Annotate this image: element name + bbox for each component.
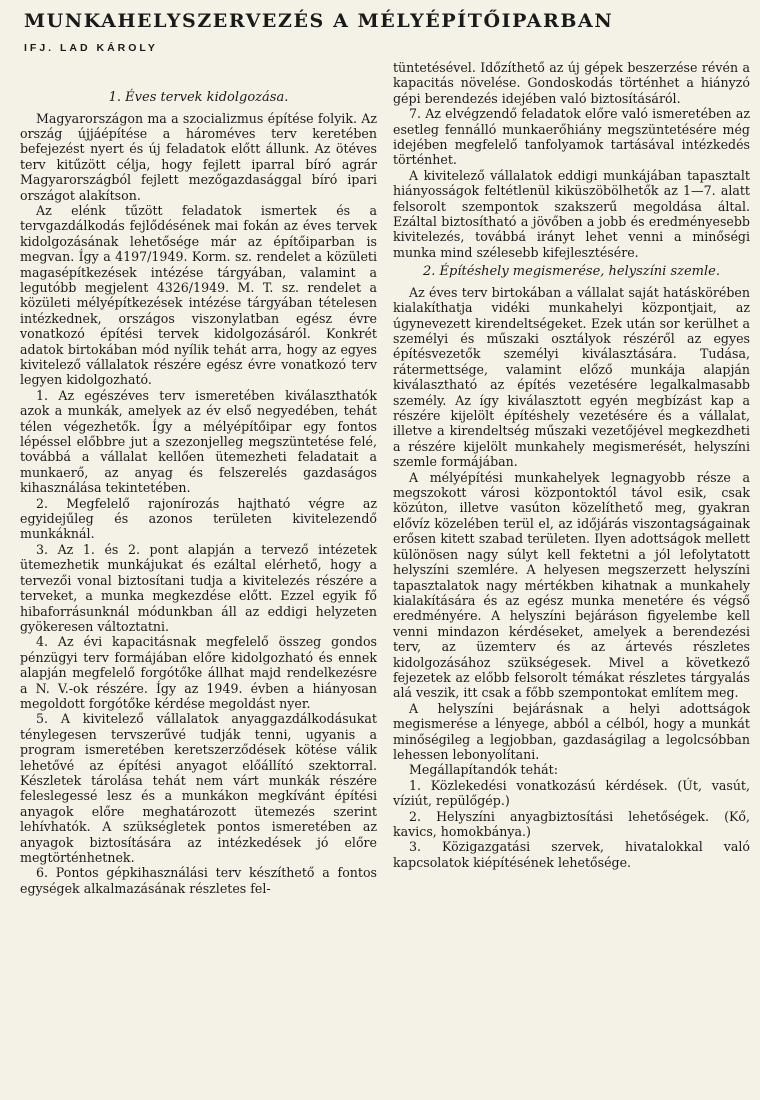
list-paragraph: 1. Közlekedési vonatkozású kérdések. (Út, vasút, víziút, repülőgép.) (393, 777, 750, 809)
article-author: IFJ. LAD KÁROLY (24, 42, 158, 54)
list-paragraph: 2. Helyszíni anyagbiztosítási lehetőségek. (Kő, kavics, homokbánya.) (393, 808, 750, 839)
paragraph: A kivitelező vállalatok eddigi munkájában tapasztalt hiányosságok feltétlenül kiküszöbölhetők az 1—7. alatt felsorolt szempontok szakszerű megoldása által. Ezáltal biztosítható a jövőben a jobb és eredményesebb kivitelezés, továbbá irányt lehet venni a minőségi munka mind szélesebb kifejlesztésére. (393, 167, 750, 260)
section-heading-2: 2. Építéshely megismerése, helyszíni szemle. (423, 264, 720, 280)
paragraph: Magyarországon ma a szocializmus építése folyik. Az ország újjáépítése a hároméves terv keretében befejezést nyert és új feladatok előtt állunk. Az ötéves terv kitűzött célja, hogy fejlett iparral bíró agrár Magyarországból fejlett mezőgazdasággal bíró ipari országot alakítson. (20, 110, 377, 203)
paragraph: Megállapítandók tehát: (409, 762, 558, 778)
list-paragraph: 3. Az 1. és 2. pont alapján a tervező intézetek ütemezhetik munkájukat és ezáltal elérhető, hogy a tervezői vonal biztosítani tudja a kivitelezés részére a terveket, a munka megkezdése előtt. Ezzel egyik fő hibaforrásunknál módunkban áll az eddigi helyzeten gyökeresen változtatni. (20, 541, 377, 634)
list-paragraph: 3. Közigazgatási szervek, hivatalokkal való kapcsolatok kiépítésének lehetősége. (393, 839, 750, 870)
left-column (20, 90, 377, 896)
right-column (393, 60, 750, 896)
list-paragraph: 1. Az egészéves terv ismeretében kiválaszthatók azok a munkák, amelyek az év első negyedében, tehát télen végezhetők. Így a mélyépítőipar egy fontos lépéssel előbbre jut a szezonjelleg megszüntetése felé, továbbá a vállalat kellően ütemezheti feladatait a munkaerő, az anyag és felszerelés gazdaságos kihasználása tekintetében. (20, 387, 377, 496)
paragraph: tüntetésével. Időzíthető az új gépek beszerzése révén a kapacitás növelése. Gondoskodás történhet a hiányzó gépi berendezés idejében való biztosításáról. (393, 60, 750, 106)
list-paragraph: 2. Megfelelő rajonírozás hajtható végre az egyidejűleg és azonos területen kivitelezendő munkáknál. (20, 495, 377, 542)
paragraph: A mélyépítési munkahelyek legnagyobb része a megszokott városi központoktól távol esik, csak közúton, illetve vasúton közelíthető meg, gyakran elővíz közelében terül el, az időjárás viszontagságainak erősen kitett szabad területen. Ilyen adottságok mellett különösen nagy súlyt kell fektetni a jól lefolytatott helyszíni szemlére. A helyesen megszerzett helyszíni tapasztalatok nagy mértékben kihatnak a munkahely kialakítására és az egész munka menetére és végső eredményére. A helyszíni bejáráson figyelembe kell venni mindazon kérdéseket, amelyek a berendezési terv, az üzemterv és az ártevés részletes kidolgozásához szükségesek. Mivel a következő fejezetek az előbb felsorolt témákat részletes tárgyalás alá veszik, itt csak a főbb szempontokat említem meg. (393, 469, 750, 701)
paragraph: A helyszíni bejárásnak a helyi adottságok megismerése a lényege, abból a célból, hogy a munkát minőségileg a legjobban, gazdaságilag a legolcsóbban lehessen lebonyolítani. (393, 700, 750, 762)
list-paragraph: 6. Pontos gépkihasználási terv készíthető a fontos egységek alkalmazásának részletes fel- (20, 865, 377, 896)
list-paragraph: 4. Az évi kapacitásnak megfelelő összeg gondos pénzügyi terv formájában előre kidolgozható és ennek alapján megfelelő forgótőke állhat majd rendelkezésre a N. V.-ok részére. Így az 1949. évben a hiányosan megoldott forgótőke kérdése megoldást nyer. (20, 634, 377, 711)
paragraph: Az éves terv birtokában a vállalat saját hatáskörében kialakíthatja vidéki munkahelyi központjait, az úgynevezett kirendeltségeket. Ezek után sor kerülhet a személyi és műszaki osztályok részéről az egyes építésvezetők személyi kiválasztására. Tudása, rátermettsége, valamint előző munkája alapján kiválasztható az építés vezetésére legalkalmasabb személy. Az így kiválasztott egyén megbízást kap a részére kijelölt építéshely vezetésére és a vállalat, illetve a kirendeltség műszaki vezetőjével megkezdheti a részére kijelölt munkahely megismerését, helyszíni szemle formájában. (393, 284, 750, 470)
section-heading-1: 1. Éves tervek kidolgozása. (108, 90, 289, 105)
text-columns (20, 60, 750, 896)
list-paragraph: 5. A kivitelező vállalatok anyaggazdálkodásukat ténylegesen tervszerűvé tudják tenni, ugyanis a program ismeretében keretszerződések kötése válik lehetővé az építési anyagot előállító szektorral. Készletek tárolása tehát nem várt munkák részére feleslegessé lesz és a munkákon megkívánt építési anyagok előre meghatározott ütemezés szerint lehívhatók. A szükségletek pontos ismeretében az anyagok biztosítására az intézkedések jó előre megtörténhetnek. (20, 711, 377, 865)
article-title: MUNKAHELYSZERVEZÉS A MÉLYÉPÍTŐIPARBAN (24, 10, 614, 32)
list-paragraph: 7. Az elvégzendő feladatok előre való ismeretében az esetleg fennálló munkaerőhiány megszüntetésére még idejében megfelelő tanfolyamok tartásával intézkedés történhet. (393, 106, 750, 168)
paragraph: Az elénk tűzött feladatok ismertek és a tervgazdálkodás fejlődésének mai fokán az éves tervek kidolgozásának lehetősége már az építőiparban is megvan. Így a 4197/1949. Korm. sz. rendelet a közületi magasépítkezések intézése tárgyában, valamint a legutóbb megjelent 4326/1949. M. T. sz. rendelet a közületi mélyépítkezések intézése tárgyában tételesen intézkednek, országos viszonylatban egész évre vonatkozó építési tervek kidolgozásáról. Konkrét adatok birtokában mód nyílik tehát arra, hogy az egyes kivitelező vállalatok részére egész évre vonatkozó terv legyen kidolgozható. (20, 202, 377, 388)
